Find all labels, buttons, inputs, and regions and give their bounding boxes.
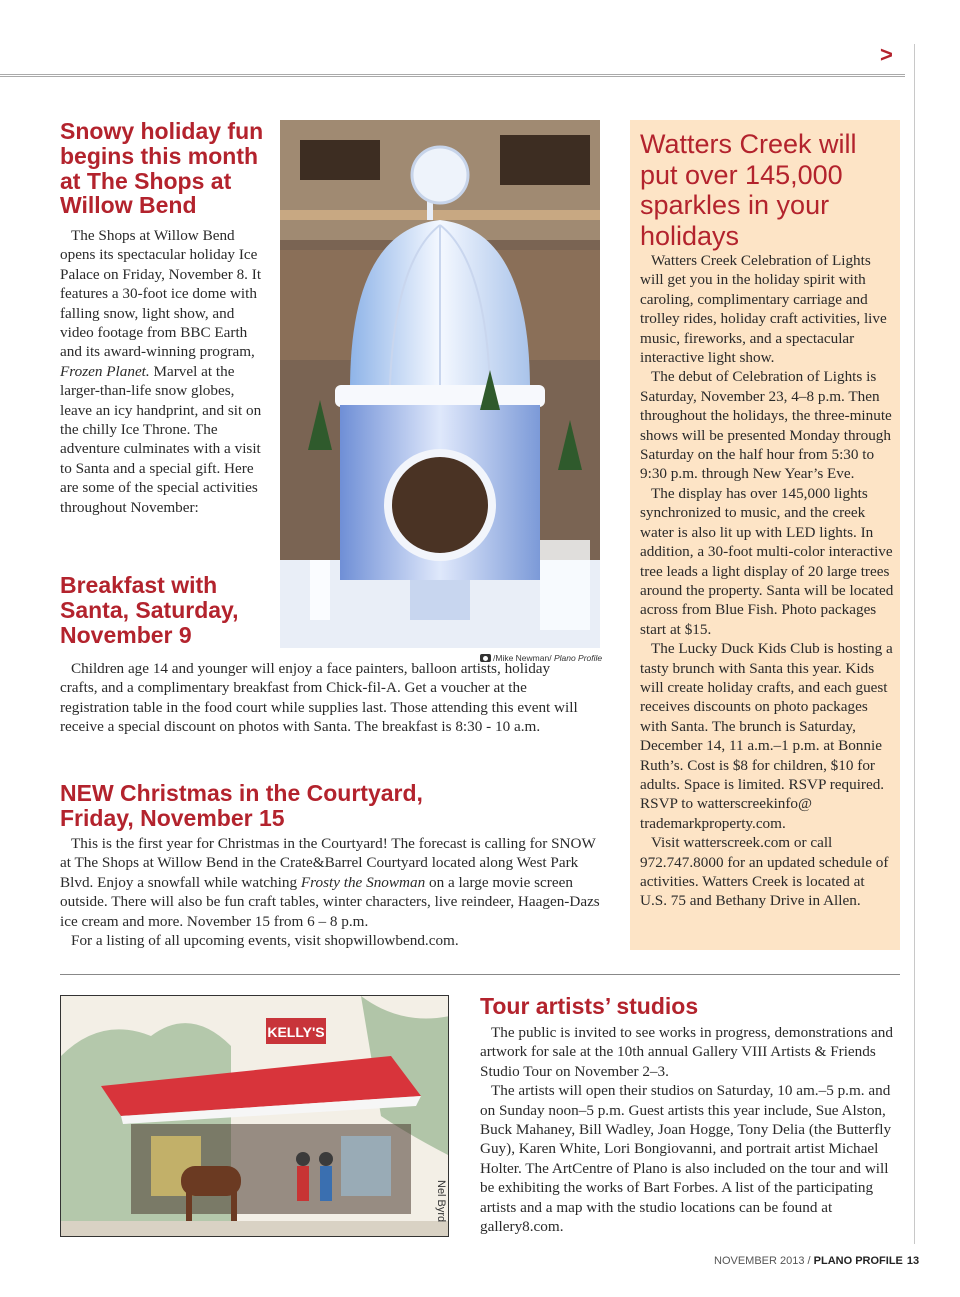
page-number: 13: [906, 1255, 920, 1267]
tour-paragraph-1: The public is invited to see works in progress, demonstrations and artwork for sale at the 10th annual Gallery VIII Artists & Friends Studio Tour on November 2–3.: [480, 1024, 893, 1080]
ice-palace-photo: [280, 120, 600, 648]
willow-bend-paragraph: The Shops at Willow Bend opens its spectacular holiday Ice Palace on Friday, November 8. It features a 30-foot ice dome with falling snow, light show, and video footage from BBC Earth and its award-winning program, Frozen Planet. Marvel at the larger-than-life snow globes, leave an icy handprint, and sit on the chilly Ice Throne. The adventure culminates with a visit to Santa and a special gift. Here are some of the special activities throughout November:: [60, 227, 262, 516]
watters-paragraph-1: Watters Creek Celebration of Lights will get you in the holiday spirit with caroling, complimentary carriage and trolley rides, holiday craft activities, live music, fireworks, and a spectacular interactive light show.: [640, 252, 887, 367]
watters-creek-headline: Watters Creek will put over 145,000 sparkles in your holidays: [640, 129, 857, 251]
tour-paragraph-2: The artists will open their studios on Saturday, 10 am.–5 p.m. and on Sunday noon–5 p.m. Guest artists this year include, Sue Alston, Buck Mahaney, Bill Wadley, Joan Hogge, Tony Delia (the Butterfly Guy), Karen White, Lori Bongiovanni, and portrait artist Michael Holter. The ArtCentre of Plano is also included on the tour and will be exhibiting the works of Bart Forbes. A list of the participating artists and a map with the studio locations can be found at gallery8.com.: [480, 1082, 892, 1236]
courtyard-body: [60, 834, 600, 950]
watters-paragraph-3: The display has over 145,000 lights synchronized to music, and the creek water is also lit up with LED lights. In addition, a 30-foot multi-color interactive tree leads a light display of 20 large trees around the property. Santa will be located across from Blue Fish. Photo packages start at $15.: [640, 484, 894, 638]
next-page-arrow-icon[interactable]: >: [880, 42, 893, 67]
watters-paragraph-2: The debut of Celebration of Lights is Saturday, November 23, 4–8 p.m. Then throughout the holidays, the three-minute shows will be presented Monday through Saturday on the half hour from 5:30 to 9:30 p.m. through New Year’s Eve.: [640, 368, 892, 483]
willow-bend-headline: Snowy holiday fun begins this month at The Shops at Willow Bend: [60, 118, 264, 219]
watters-paragraph-5: Visit watterscreek.com or call 972.747.8000 for an updated schedule of activities. Watters Creek is located at U.S. 75 and Bethany Drive in Allen.: [640, 834, 889, 910]
painting-sign-text: KELLY'S: [267, 1024, 325, 1040]
courtyard-paragraph-1: This is the first year for Christmas in the Courtyard! The forecast is calling for SNOW at The Shops at Willow Bend in the Crate&Barrel Courtyard located along West Park Blvd. Enjoy a snowfall while watching Frosty the Snowman on a large movie screen outside. There will also be fun craft tables, winter characters, live reindeer, Haagen-Dazs ice cream and more. November 15 from 6 – 8 p.m.: [60, 835, 600, 930]
tour-body: [480, 1023, 900, 1236]
watters-creek-body: [640, 251, 895, 911]
top-rule: [0, 74, 905, 77]
kellys-watercolor-painting: [60, 995, 449, 1237]
courtyard-paragraph-2: For a listing of all upcoming events, visit shopwillowbend.com.: [71, 932, 459, 950]
photo-credit: /Mike Newman/ Plano Profile: [480, 653, 602, 663]
watters-paragraph-4: The Lucky Duck Kids Club is hosting a tasty brunch with Santa this year. Kids will create holiday crafts, and each guest receives discounts on photo packages with Santa. The brunch is Saturday, December 14, 11 a.m.–1 p.m. at Bonnie Ruth’s. Cost is $8 for children, $10 for adults. Space is limited. RSVP required. RSVP to watterscreekinfo@ trademarkproperty.com.: [640, 640, 893, 832]
courtyard-headline: NEW Christmas in the Courtyard, Friday, November 15: [60, 780, 423, 831]
right-margin-rule: [914, 44, 915, 1244]
breakfast-headline: Breakfast with Santa, Saturday, November 9: [60, 572, 239, 648]
breakfast-body: [60, 659, 580, 737]
painting-credit: Nel Byrd: [435, 1180, 447, 1223]
section-divider: [60, 974, 900, 975]
tour-headline: Tour artists’ studios: [480, 993, 699, 1019]
willow-bend-body: [60, 226, 270, 517]
breakfast-paragraph: Children age 14 and younger will enjoy a face painters, balloon artists, holiday crafts, and a complimentary breakfast from Chick-fil-A. Get a voucher at the registration table in the food court while supplies last. Those attending this event will receive a special discount on photos with Santa. The breakfast is 8:30 - 10 a.m.: [60, 660, 578, 736]
page-footer: NOVEMBER 2013 / PLANO PROFILE 13: [714, 1255, 920, 1267]
